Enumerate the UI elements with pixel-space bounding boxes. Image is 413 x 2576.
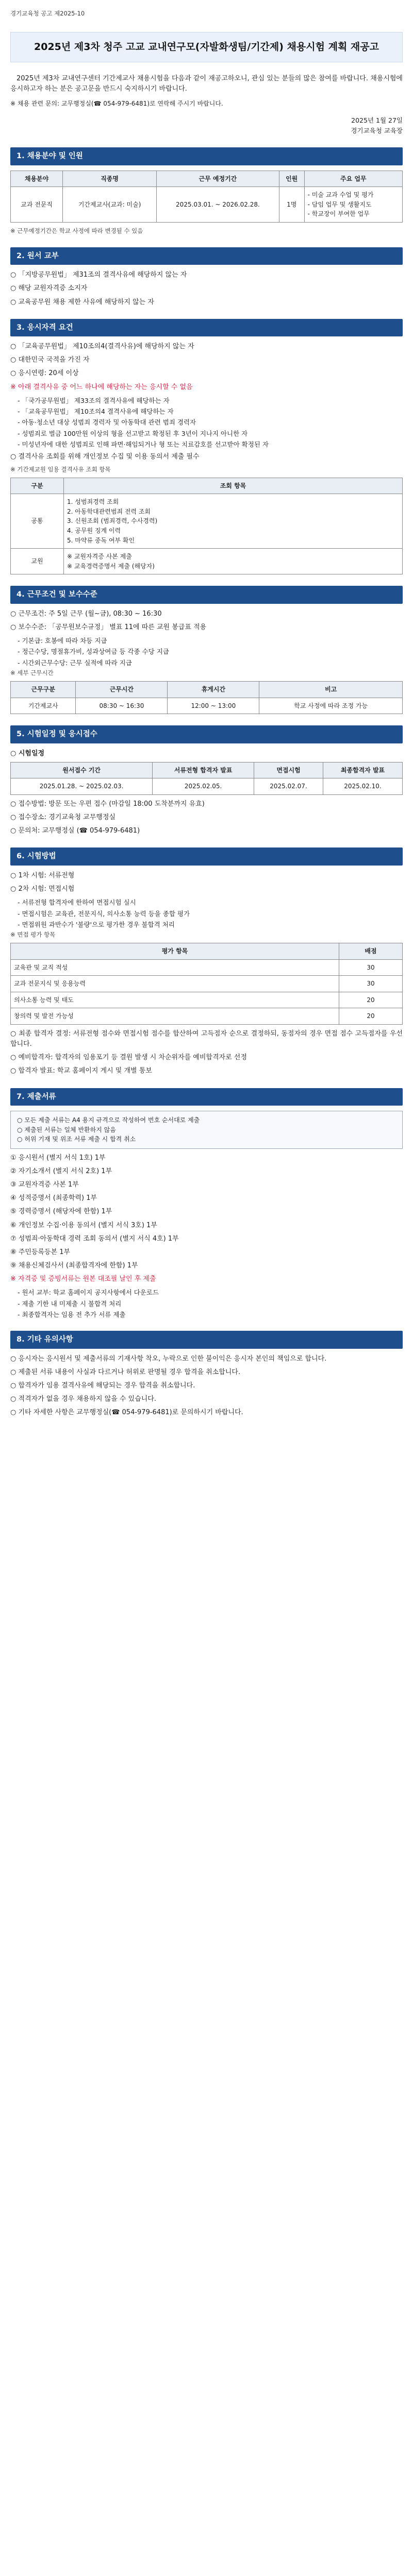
list-item: - 최종합격자는 임용 전 추가 서류 제출 xyxy=(18,1311,126,1318)
list-item: ⑨ 채용신체검사서 (최종합격자에 한함) 1부 xyxy=(10,1261,138,1269)
s5-table xyxy=(10,762,403,795)
issuer: 경기교육청 교육장 xyxy=(351,127,403,135)
s1-col: 채용분야 xyxy=(11,171,63,187)
list-item: ○ 접수방법: 방문 또는 우편 접수 (마감일 18:00 도착분까지 유효) xyxy=(10,800,205,808)
s1-col: 주요 업무 xyxy=(304,171,402,187)
announce-date: 2025년 1월 27일 xyxy=(351,116,403,125)
list-item: ④ 성적증명서 (최종학력) 1부 xyxy=(10,1194,97,1202)
list-item: ○ 대한민국 국적을 가진 자 xyxy=(10,356,90,364)
s1-col: 직종명 xyxy=(63,171,157,187)
cell-c: 2025.02.07. xyxy=(254,778,323,795)
cell-key: 교과 전문지식 및 응용능력 xyxy=(11,976,339,992)
cell-field: 교과 전문직 xyxy=(11,187,63,223)
list-item: - 성범죄로 벌금 100만원 이상의 형을 선고받고 확정된 후 3년이 지나지 아니한 자 xyxy=(18,429,248,437)
list-item: ○ 2차 시험: 면접시험 xyxy=(10,885,75,893)
section-3-heading: 3. 응시자격 요건 xyxy=(10,319,403,336)
cell-key: 교원 xyxy=(11,549,64,574)
cell-d: 2025.02.10. xyxy=(323,778,402,795)
list-item: ○ 응시자는 응시원서 및 제출서류의 기재사항 착오, 누락으로 인한 불이익은 응시자 본인의 책임으로 합니다. xyxy=(10,1354,327,1363)
list-item: ○ 해당 교원자격증 소지자 xyxy=(10,284,88,293)
table-row xyxy=(11,494,403,549)
list-item: ○ 1차 시험: 서류전형 xyxy=(10,871,75,879)
cell-value: 1. 성범죄경력 조회 2. 아동학대관련범죄 전력 조회 3. 신원조회 (범죄경력, 수사경력) 4. 공무원 징계 이력 5. 마약류 중독 여부 확인 xyxy=(64,494,403,549)
s5-subheading: ○ 시험일정 xyxy=(10,749,45,757)
list-item: - 「교육공무원법」 제10조의4 결격사유에 해당하는 자 xyxy=(18,408,174,416)
cell-job: 기간제교사(교과: 미술) xyxy=(63,187,157,223)
list-item: - 원서 교부: 학교 홈페이지 공지사항에서 다운로드 xyxy=(18,1289,159,1297)
table-row xyxy=(11,698,403,714)
table-row xyxy=(11,1008,403,1025)
table-row xyxy=(11,549,403,574)
s3-col: 조회 항목 xyxy=(64,478,403,494)
cell-value: 20 xyxy=(339,1008,403,1025)
s6-col: 배점 xyxy=(339,943,403,960)
intro-note: ※ 채용 관련 문의: 교무행정실(☎ 054-979-6481)로 연락해 주시기 바랍니다. xyxy=(10,99,223,107)
s1-col: 근무 예정기간 xyxy=(157,171,279,187)
table-row xyxy=(11,778,403,795)
cell-value: 30 xyxy=(339,976,403,992)
list-item: ○ 예비합격자: 합격자의 임용포기 등 결원 발생 시 차순위자를 예비합격자로 선정 xyxy=(10,1054,247,1062)
signature-block xyxy=(10,115,403,136)
list-item: ③ 교원자격증 사본 1부 xyxy=(10,1181,79,1189)
cell-key: 공통 xyxy=(11,494,64,549)
list-item: ② 자기소개서 (별지 서식 2호) 1부 xyxy=(10,1167,112,1175)
s1-col: 인원 xyxy=(279,171,304,187)
list-item: ○ 접수장소: 경기교육청 교무행정실 xyxy=(10,814,115,822)
list-item: ○ 응시연령: 20세 이상 xyxy=(10,369,79,378)
cell-note: 학교 사정에 따라 조정 가능 xyxy=(259,698,403,714)
s3-header-row xyxy=(11,478,403,494)
s6-col: 평가 항목 xyxy=(11,943,339,960)
s7-note: ※ 자격증 및 증빙서류는 원본 대조필 날인 후 제출 xyxy=(10,1275,156,1283)
list-item: ⑧ 주민등록등본 1부 xyxy=(10,1248,71,1256)
s1-table xyxy=(10,171,403,223)
s6-table xyxy=(10,943,403,1025)
intro-text: 2025년 제3차 교내연구센터 기간제교사 채용시험을 다음과 같이 재공고하오니, 관심 있는 분들의 많은 참여를 바랍니다. 채용시험에 응시하고자 하는 분은 공고문을 반드시 숙지하시기 바랍니다. xyxy=(10,75,403,93)
list-item: - 제출 기한 내 미제출 시 불합격 처리 xyxy=(18,1299,122,1308)
s5-col: 원서접수 기간 xyxy=(11,762,153,778)
cell-time: 08:30 ~ 16:30 xyxy=(76,698,168,714)
cell-key: 의사소통 능력 및 태도 xyxy=(11,992,339,1008)
cell-value: 20 xyxy=(339,992,403,1008)
list-item: ○ 근무조건: 주 5일 근무 (월~금), 08:30 ~ 16:30 xyxy=(10,609,162,618)
cell-rest: 12:00 ~ 13:00 xyxy=(168,698,259,714)
section-6-heading: 6. 시험방법 xyxy=(10,848,403,865)
list-item: ○ 문의처: 교무행정실 (☎ 054-979-6481) xyxy=(10,827,140,835)
list-item: ○ 제출된 서류 내용이 사실과 다르거나 허위로 판명될 경우 합격을 취소합니다. xyxy=(10,1368,241,1376)
section-4-heading: 4. 근무조건 및 보수수준 xyxy=(10,586,403,603)
list-item: - 면접시험은 교육관, 전문지식, 의사소통 능력 등을 종합 평가 xyxy=(18,909,190,918)
s6-decision: ○ 최종 합격자 결정: 서류전형 점수와 면접시험 점수를 합산하여 고득점자 순으로 결정하되, 동점자의 경우 면접 점수 고득점자를 우선합니다. xyxy=(10,1030,403,1048)
list-item: - 아동·청소년 대상 성범죄 경력자 및 아동학대 관련 범죄 경력자 xyxy=(18,418,196,427)
list-item: ○ 적격자가 없을 경우 채용하지 않을 수 있습니다. xyxy=(10,1395,157,1403)
s3-warning: ※ 아래 결격사유 중 어느 하나에 해당하는 자는 응시할 수 없음 xyxy=(10,383,193,391)
s7-notice-box: ○ 모든 제출 서류는 A4 용지 규격으로 작성하여 번호 순서대로 제출 ○ 제출된 서류는 일체 반환하지 않음 ○ 허위 기재 및 위조 서류 제출 시 합격 취소 xyxy=(10,1111,403,1149)
cell-a: 2025.01.28. ~ 2025.02.03. xyxy=(11,778,153,795)
list-item: ○ 합격자 발표: 학교 홈페이지 게시 및 개별 통보 xyxy=(10,1067,152,1075)
list-item: - 「국가공무원법」 제33조의 결격사유에 해당하는 자 xyxy=(18,396,170,404)
list-item: ○ 기타 자세한 사항은 교무행정실(☎ 054-979-6481)로 문의하시기 바랍니다. xyxy=(10,1409,243,1417)
s3-table xyxy=(10,478,403,575)
list-item: ⑥ 개인정보 수집·이용 동의서 (별지 서식 3호) 1부 xyxy=(10,1221,157,1229)
list-item: - 면접위원 과반수가 '불량'으로 평가한 경우 불합격 처리 xyxy=(18,920,175,928)
s3-table-title: ※ 기간제교원 임용 결격사유 조회 항목 xyxy=(10,465,111,473)
s6-header-row xyxy=(11,943,403,960)
cell-duty: - 미술 교과 수업 및 평가 - 담임 업무 및 생활지도 - 학교장이 부여한 업무 xyxy=(304,187,402,223)
doc-number: 경기교육청 공고 제2025-10 xyxy=(10,10,85,17)
section-1-heading: 1. 채용분야 및 인원 xyxy=(10,147,403,165)
section-2-heading: 2. 원서 교부 xyxy=(10,247,403,265)
cell-key: 교육관 및 교직 적성 xyxy=(11,959,339,976)
table-row xyxy=(11,187,403,223)
cell-value: ※ 교원자격증 사본 제출 ※ 교육경력증명서 제출 (해당자) xyxy=(64,549,403,574)
list-item: - 미성년자에 대한 성범죄로 인해 파면·해임되거나 형 또는 치료감호를 선고받아 확정된 자 xyxy=(18,440,269,449)
s4-header-row xyxy=(11,681,403,698)
list-item: ⑤ 경력증명서 (해당자에 한함) 1부 xyxy=(10,1208,112,1216)
s4-col: 비고 xyxy=(259,681,403,698)
s1-header-row xyxy=(11,171,403,187)
s4-col: 근무구분 xyxy=(11,681,76,698)
section-7-heading: 7. 제출서류 xyxy=(10,1088,403,1106)
s3-col: 구분 xyxy=(11,478,64,494)
page-title: 2025년 제3차 청주 고교 교내연구모(자발화생팀/기간제) 채용시험 계획 재공고 xyxy=(10,32,403,62)
s5-col: 면접시험 xyxy=(254,762,323,778)
s4-table-title: ※ 세부 근무시간 xyxy=(10,669,54,677)
cell-count: 1명 xyxy=(279,187,304,223)
s4-table xyxy=(10,681,403,714)
section-5-heading: 5. 시험일정 및 응시접수 xyxy=(10,725,403,743)
list-item: - 기본급: 호봉에 따라 차등 지급 xyxy=(18,637,107,645)
list-item: ○ 「지방공무원법」 제31조의 결격사유에 해당하지 않는 자 xyxy=(10,271,187,279)
list-item: ○ 「교육공무원법」 제10조의4(결격사유)에 해당하지 않는 자 xyxy=(10,343,194,351)
cell-b: 2025.02.05. xyxy=(153,778,254,795)
s5-header-row xyxy=(11,762,403,778)
list-item: ○ 합격자가 임용 결격사유에 해당되는 경우 합격을 취소합니다. xyxy=(10,1382,195,1390)
cell-period: 2025.03.01. ~ 2026.02.28. xyxy=(157,187,279,223)
s3-consent: ○ 결격사유 조회를 위해 개인정보 수집 및 이용 동의서 제출 필수 xyxy=(10,452,200,461)
s1-note: ※ 근무예정기간은 학교 사정에 따라 변경될 수 있음 xyxy=(10,227,143,234)
s4-col: 휴게시간 xyxy=(168,681,259,698)
s5-col: 서류전형 합격자 발표 xyxy=(153,762,254,778)
table-row xyxy=(11,992,403,1008)
cell-type: 기간제교사 xyxy=(11,698,76,714)
list-item: ① 응시원서 (별지 서식 1호) 1부 xyxy=(10,1154,106,1162)
list-item: - 정근수당, 명절휴가비, 성과상여금 등 각종 수당 지급 xyxy=(18,648,169,656)
list-item: - 시간외근무수당: 근무 실적에 따라 지급 xyxy=(18,658,132,667)
section-8-heading: 8. 기타 유의사항 xyxy=(10,1331,403,1348)
s4-col: 근무시간 xyxy=(76,681,168,698)
list-item: - 서류전형 합격자에 한하여 면접시험 실시 xyxy=(18,899,136,907)
cell-key: 창의력 및 발전 가능성 xyxy=(11,1008,339,1025)
table-row xyxy=(11,976,403,992)
list-item: ○ 교육공무원 채용 제한 사유에 해당하지 않는 자 xyxy=(10,298,154,306)
cell-value: 30 xyxy=(339,959,403,976)
table-row xyxy=(11,959,403,976)
s5-col: 최종합격자 발표 xyxy=(323,762,402,778)
list-item: ○ 보수수준: 「공무원보수규정」 별표 11에 따른 교원 봉급표 적용 xyxy=(10,623,207,631)
list-item: ⑦ 성범죄·아동학대 경력 조회 동의서 (별지 서식 4호) 1부 xyxy=(10,1234,179,1243)
s6-table-title: ※ 면접 평가 항목 xyxy=(10,931,56,939)
